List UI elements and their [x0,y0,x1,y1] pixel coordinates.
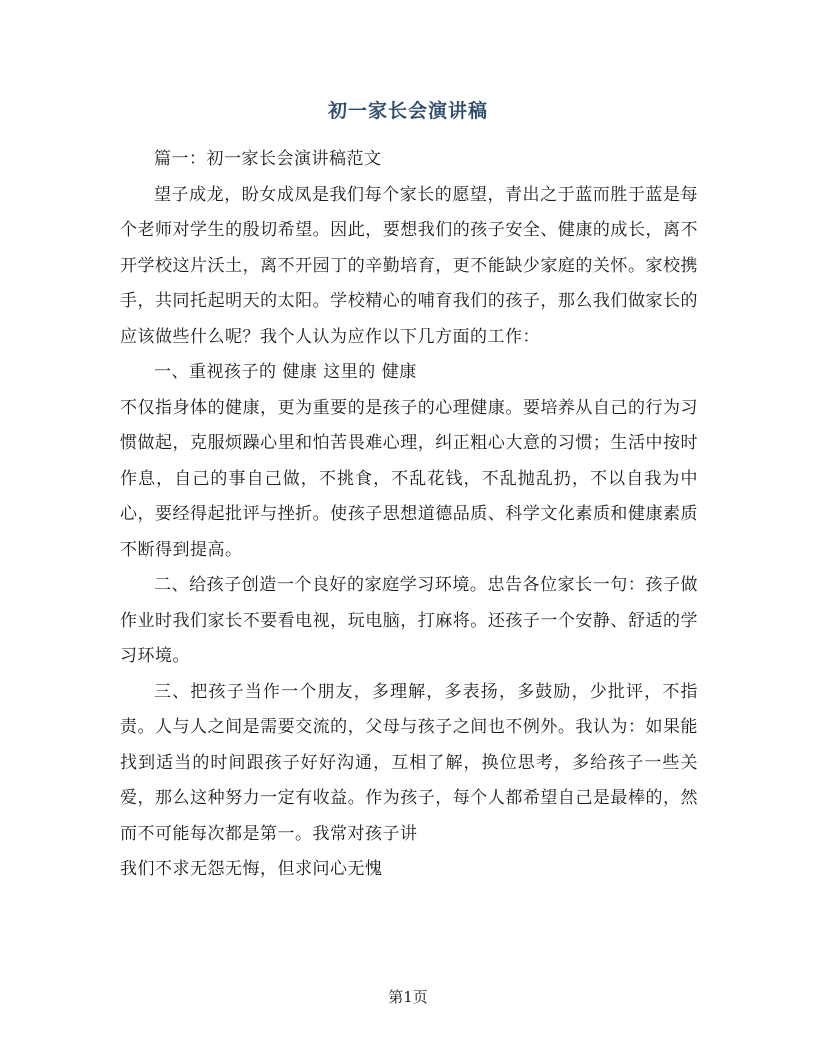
document-body [120,142,698,888]
body-paragraph: 望子成龙，盼女成凤是我们每个家长的愿望，青出之于蓝而胜于蓝是每个老师对学生的殷切希望。因此，要想我们的孩子安全、健康的成长，离不开学校这片沃土，离不开园丁的辛勤培育，更不能缺少家庭的关怀。家校携手，共同托起明天的太阳。学校精心的哺育我们的孩子，那么我们做家长的应该做些什么呢？我个人认为应作以下几方面的工作： [120,184,698,347]
point-heading: 一、重视孩子的 健康 这里的 健康 [154,362,417,382]
body-paragraph: 我们不求无怨无悔，但求问心无愧 [120,859,383,879]
section-heading: 篇一：初一家长会演讲稿范文 [154,149,382,169]
body-paragraph: 不仅指身体的健康，更为重要的是孩子的心理健康。要培养从自己的行为习惯做起，克服烦躁心里和怕苦畏难心理，纠正粗心大意的习惯；生活中按时作息，自己的事自己做，不挑食，不乱花钱，不乱抛乱扔，不以自我为中心，要经得起批评与挫折。使孩子思想道德品质、科学文化素质和健康素质不断得到提高。 [120,397,698,560]
document-title: 初一家长会演讲稿 [327,100,488,122]
body-paragraph: 二、给孩子创造一个良好的家庭学习环境。忠告各位家长一句：孩子做作业时我们家长不要看电视，玩电脑，打麻将。还孩子一个安静、舒适的学习环境。 [120,575,698,666]
page-number: 第1页 [388,988,428,1006]
body-paragraph: 三、把孩子当作一个朋友，多理解，多表扬，多鼓励，少批评，不指责。人与人之间是需要交流的，父母与孩子之间也不例外。我认为：如果能找到适当的时间跟孩子好好沟通，互相了解，换位思考，多给孩子一些关爱，那么这种努力一定有收益。作为孩子，每个人都希望自己是最棒的，然而不可能每次都是第一。我常对孩子讲 [120,681,698,844]
